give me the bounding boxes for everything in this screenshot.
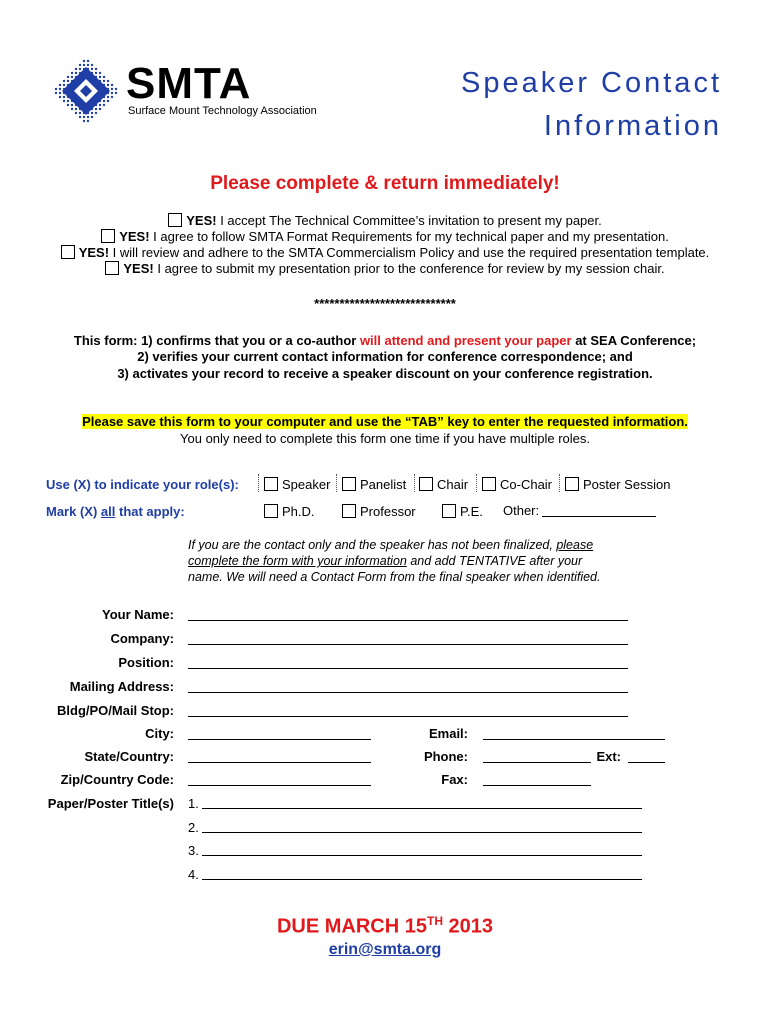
paper-title-field-3[interactable] [202, 855, 642, 856]
purpose-line-3: 3) activates your record to receive a speaker discount on your conference registration. [117, 366, 653, 381]
role-other-input[interactable] [542, 516, 656, 517]
company-field[interactable] [188, 644, 628, 645]
agreement-3 [0, 245, 770, 260]
role-checkbox[interactable] [264, 477, 278, 491]
due-date-year: 2013 [442, 915, 494, 938]
save-notice-highlight: Please save this form to your computer and use the “TAB” key to enter the requested information. [82, 414, 688, 429]
bldg-field[interactable] [188, 716, 628, 717]
agreement-text: I agree to submit my presentation prior to the conference for review by my session chair. [153, 261, 665, 276]
role-label: Poster Session [583, 477, 671, 492]
role-separator [476, 474, 477, 492]
role-label: P.E. [460, 504, 483, 519]
note-text: and add TENTATIVE after your name. We will need a Contact Form from the final speaker when identified. [188, 554, 601, 584]
title-number-3: 3. [188, 843, 199, 858]
role-label: Professor [360, 504, 416, 519]
purpose-line-1 [0, 333, 770, 348]
agreement-yes: YES! [78, 245, 110, 260]
role-option-pe[interactable] [442, 504, 483, 519]
due-date-suffix: TH [426, 914, 443, 928]
role-option-chair[interactable] [419, 477, 468, 492]
bldg-label: Bldg/PO/Mail Stop: [57, 703, 174, 718]
roles-sublabel-text: Mark (X) [46, 504, 101, 519]
role-option-professor[interactable] [342, 504, 416, 519]
agreement-checkbox-3[interactable] [61, 245, 75, 259]
city-field[interactable] [188, 739, 371, 740]
role-separator [559, 474, 560, 492]
agreement-text: I agree to follow SMTA Format Requirements for my technical paper and my presentation. [149, 229, 669, 244]
roles-sublabel [46, 504, 185, 519]
paper-title-field-1[interactable] [202, 808, 642, 809]
role-checkbox[interactable] [419, 477, 433, 491]
role-option-panelist[interactable] [342, 477, 406, 492]
zip-label: Zip/Country Code: [60, 772, 174, 787]
company-label: Company: [110, 631, 174, 646]
title-number-2: 2. [188, 820, 199, 835]
roles-label: Use (X) to indicate your role(s): [46, 477, 239, 492]
agreement-yes: YES! [123, 261, 154, 276]
purpose-emphasis: will attend and present your paper [359, 333, 572, 348]
page-title-line1: Speaker Contact [460, 67, 722, 99]
state-country-field[interactable] [188, 762, 371, 763]
role-other-label: Other: [503, 503, 540, 518]
save-notice-sub: You only need to complete this form one time if you have multiple roles. [180, 431, 590, 446]
city-label: City: [145, 726, 174, 741]
phone-label: Phone: [423, 749, 468, 764]
role-label: Ph.D. [282, 504, 315, 519]
smta-logo [50, 55, 320, 127]
logo-brand: SMTA [126, 59, 252, 108]
contact-note [188, 537, 618, 585]
role-label: Co-Chair [500, 477, 553, 492]
agreement-2 [0, 229, 770, 244]
note-text: If you are the contact only and the speaker has not been finalized, [188, 538, 557, 552]
role-checkbox[interactable] [342, 504, 356, 518]
agreement-checkbox-1[interactable] [168, 213, 182, 227]
purpose-line-2: 2) verifies your current contact information for conference correspondence; and [137, 349, 633, 364]
role-checkbox[interactable] [342, 477, 356, 491]
your-name-field[interactable] [188, 620, 628, 621]
role-option-poster-session[interactable] [565, 477, 670, 492]
due-date-text: DUE MARCH 15 [276, 915, 427, 938]
phone-field[interactable] [483, 762, 591, 763]
title-number-4: 4. [188, 867, 199, 882]
title-number-1: 1. [188, 796, 199, 811]
role-checkbox[interactable] [442, 504, 456, 518]
purpose-text: at SEA Conference; [571, 333, 697, 348]
fax-field[interactable] [483, 785, 591, 786]
position-label: Position: [118, 655, 174, 670]
role-label: Chair [437, 477, 469, 492]
agreement-text: I will review and adhere to the SMTA Commercialism Policy and use the required presentation template. [109, 245, 710, 260]
agreement-1 [0, 213, 770, 228]
contact-email-link[interactable]: erin@smta.org [328, 941, 442, 958]
role-separator [258, 474, 259, 492]
role-checkbox[interactable] [264, 504, 278, 518]
role-label: Speaker [282, 477, 331, 492]
mailing-address-label: Mailing Address: [69, 679, 174, 694]
agreement-text: I accept The Technical Committee’s invitation to present my paper. [216, 213, 602, 228]
fax-label: Fax: [441, 772, 468, 787]
paper-title-field-2[interactable] [202, 832, 642, 833]
logo-subtitle: Surface Mount Technology Association [128, 105, 317, 117]
ext-label: Ext: [596, 749, 621, 764]
agreement-yes: YES! [119, 229, 150, 244]
role-option-speaker[interactable] [264, 477, 330, 492]
note-underlined: please complete the form with your information [188, 538, 594, 568]
role-checkbox[interactable] [565, 477, 579, 491]
agreement-checkbox-2[interactable] [101, 229, 115, 243]
instruction-heading: Please complete & return immediately! [210, 173, 560, 194]
roles-sublabel-underline: all [100, 504, 116, 519]
role-option-phd[interactable] [264, 504, 315, 519]
email-label: Email: [428, 726, 468, 741]
agreement-checkbox-4[interactable] [105, 261, 119, 275]
role-option-co-chair[interactable] [482, 477, 552, 492]
paper-title-field-4[interactable] [202, 879, 642, 880]
role-separator [336, 474, 337, 492]
position-field[interactable] [188, 668, 628, 669]
due-date [0, 914, 770, 939]
state-country-label: State/Country: [84, 749, 174, 764]
mailing-address-field[interactable] [188, 692, 628, 693]
role-separator [414, 474, 415, 492]
email-field[interactable] [483, 739, 665, 740]
ext-field[interactable] [628, 762, 665, 763]
role-checkbox[interactable] [482, 477, 496, 491]
agreement-4 [0, 261, 770, 276]
zip-field[interactable] [188, 785, 371, 786]
roles-sublabel-text: that apply: [115, 504, 185, 519]
save-notice [0, 414, 770, 429]
role-label: Panelist [360, 477, 407, 492]
page-title-line2: Information [543, 110, 722, 142]
your-name-label: Your Name: [102, 607, 174, 622]
divider-stars: **************************** [314, 296, 456, 311]
agreement-yes: YES! [186, 213, 217, 228]
purpose-text: This form: 1) confirms that you or a co-author [73, 333, 360, 348]
paper-titles-label: Paper/Poster Title(s) [47, 796, 174, 811]
